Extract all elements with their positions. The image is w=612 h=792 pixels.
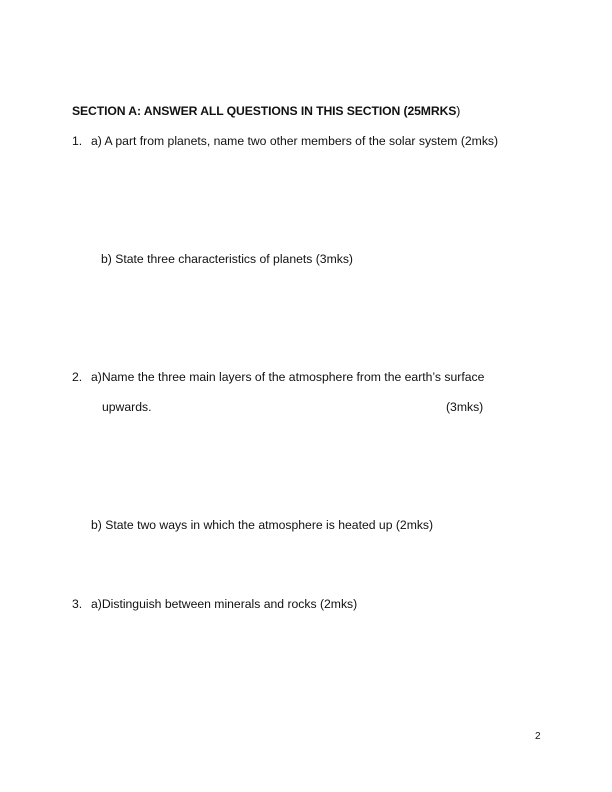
section-heading [72,103,460,119]
question-2b [91,517,433,533]
page-number: 2 [535,731,541,742]
section-heading-text: SECTION A: ANSWER ALL QUESTIONS IN THIS SECTION (25MRKS [72,104,457,118]
question-1b [101,251,353,267]
question-2a-continuation [102,399,151,415]
question-2a [72,369,484,385]
question-3a [72,596,357,612]
question-text: b) State two ways in which the atmosphere is heated up (2mks) [91,518,434,532]
marks-label: (3mks) [446,400,484,414]
question-number: 3. [72,597,83,611]
question-text: a)Name the three main layers of the atmosphere from the earth’s surface [91,370,485,384]
question-text: a) A part from planets, name two other members of the solar system (2mks) [91,134,499,148]
question-2a-marks [446,399,483,415]
question-text-continuation: upwards. [102,400,152,414]
question-number: 2. [72,370,83,384]
question-text: b) State three characteristics of planets (3mks) [101,252,353,266]
question-1a [72,133,498,149]
question-text: a)Distinguish between minerals and rocks (2mks) [91,597,358,611]
section-heading-tail: ) [456,104,461,118]
question-number: 1. [72,134,83,148]
